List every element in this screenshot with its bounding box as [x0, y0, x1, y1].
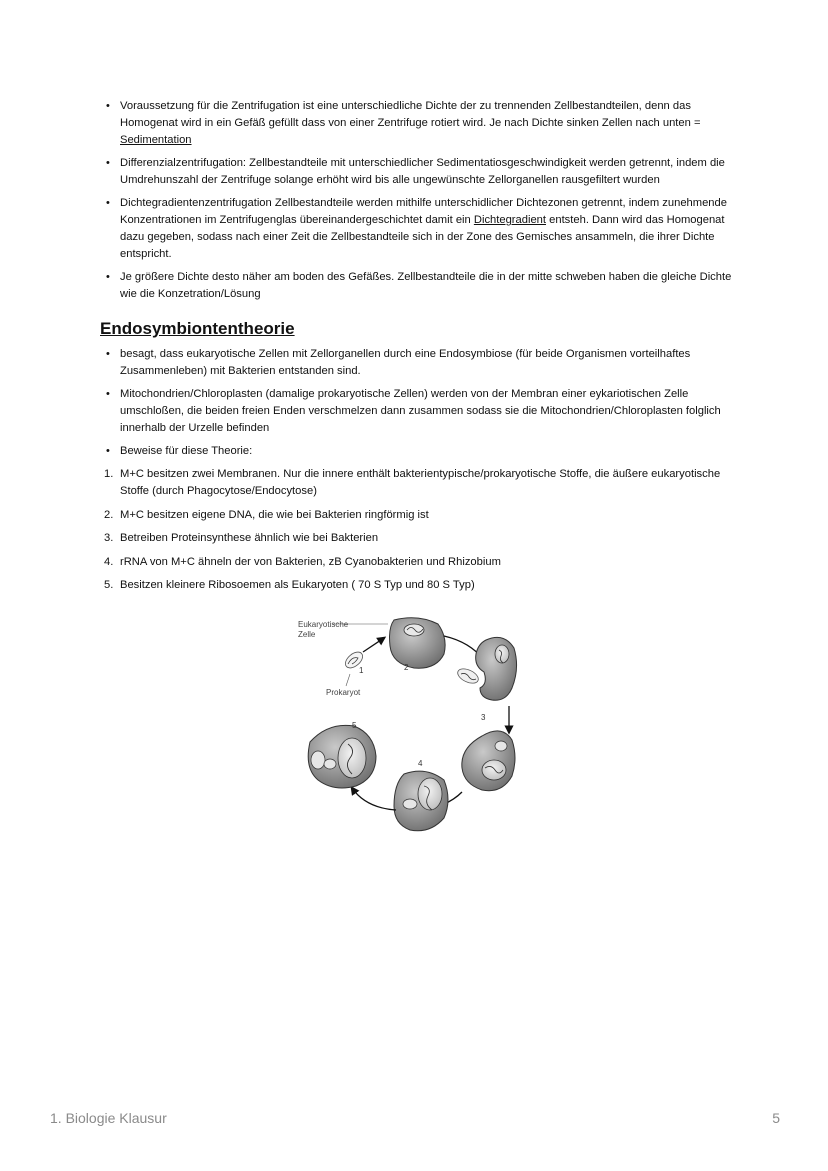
numbered-item — [100, 554, 732, 571]
endosymbiosis-diagram — [296, 614, 518, 836]
page-content — [100, 98, 732, 601]
eukaryotic-cell — [390, 618, 446, 668]
numbered-item — [100, 530, 732, 547]
item-number: 3. — [104, 532, 114, 544]
prokaryote-cell — [455, 666, 480, 686]
list-item — [100, 155, 732, 189]
list-item: • Mitochondrien/Chloroplasten (damalige prokaryotische Zellen) werden von der Membran einer eykariotischen Zelle umschloßen, die beiden freien Enden verschmelzen dann zusammen sodass sie die Mitochondrien/Chloroplasten folglich innerhalb der Urzelle befinden — [100, 386, 732, 437]
numbered-item — [100, 466, 732, 500]
step-number: 3 — [481, 713, 486, 722]
list-item — [100, 269, 732, 303]
step-number: 1 — [359, 666, 364, 675]
list-item — [100, 98, 732, 149]
item-text: Besitzen kleinere Ribosoemen als Eukaryoten ( 70 S Typ und 80 S Typ) — [120, 579, 475, 591]
step-number: 5 — [352, 721, 357, 730]
item-text: rRNA von M+C ähneln der von Bakterien, zB Cyanobakterien und Rhizobium — [120, 555, 501, 568]
numbered-item — [100, 507, 732, 524]
bullet-text: Voraussetzung für die Zentrifugation ist eine unterschiedliche Dichte der zu trennenden Zellbestandteilen, denn das Homogenat wird in ein Gefäß gefüllt dass von einer Zentrifuge rotiert wird. Je nach Dichte sinken Zellen nach unten = — [120, 100, 701, 129]
item-text: M+C besitzen eigene DNA, die wie bei Bakterien ringförmig ist — [120, 508, 429, 521]
diagram-svg — [296, 614, 518, 836]
item-number: 4. — [104, 555, 114, 568]
term-dichtegradient: Dichtegradient — [473, 214, 547, 226]
bullet-text: Je größere Dichte desto näher am boden des Gefäßes. Zellbestandteile die in der mitte schweben haben die gleiche Dichte wie die Konzetration/Lösung — [120, 271, 732, 300]
bullet-text-cont: entsteh. Dann wird das Homogenat dazu gegeben, sodass nach einer Zeit die Zellbestandteile sich in der Zone des Gemisches ansammeln, die ihrer Dichte entspricht. — [120, 214, 725, 260]
term-sedimentation: Sedimentation — [120, 134, 192, 146]
evidence-list — [100, 466, 732, 594]
engulfing-cell — [476, 637, 517, 700]
step-number: 4 — [418, 759, 423, 768]
step-number: 2 — [404, 663, 409, 672]
list-item: • Beweise für diese Theorie: — [100, 443, 732, 460]
footer-title: 1. Biologie Klausur — [50, 1110, 167, 1126]
page-number: 5 — [772, 1110, 780, 1126]
item-text: M+C besitzen zwei Membranen. Nur die innere enthält bakterientypische/prokaryotische Stoffe, die äußere eukaryotische Stoffe (durch Phagocytose/Endocytose) — [120, 468, 721, 497]
label-eukaryote: Eukaryotische — [298, 620, 349, 629]
theory-list — [100, 346, 732, 460]
symbiont-cell — [308, 725, 376, 788]
item-number: 1. — [104, 468, 114, 480]
fusing-cell — [394, 771, 448, 831]
numbered-item — [100, 577, 732, 594]
section-heading: Endosymbiontentheorie — [100, 319, 295, 338]
arrow — [363, 638, 384, 652]
bullet-text: Dichtegradientenzentrifugation Zellbestandteile werden mithilfe unterschidlicher Dichtezonen getrennt, indem zunehmende Konzentrationen im Zentrifugenglas übereinandergeschichtet damit ein — [120, 197, 727, 226]
list-item: • besagt, dass eukaryotische Zellen mit Zellorganellen durch eine Endosymbiose (für beide Organismen vorteilhaftes Zusammenleben) mit Bakterien entstanden sind. — [100, 346, 732, 380]
pointer-line — [346, 674, 350, 686]
label-prokaryote: Prokaryot — [326, 688, 361, 697]
engulfed-cell — [462, 731, 515, 791]
item-text: Betreiben Proteinsynthese ähnlich wie bei Bakterien — [120, 532, 379, 544]
item-number: 5. — [104, 579, 114, 591]
label-eukaryote-line2: Zelle — [298, 630, 316, 639]
item-number: 2. — [104, 508, 114, 521]
arrow — [352, 788, 396, 810]
bullet-text: Differenzialzentrifugation: Zellbestandteile mit unterschiedlicher Sedimentatiosgeschwindigkeit werden getrennt, indem die Umdrehunszahl der Zentrifuge solange erhöht wird bis alle ungewünschte Zellorganellen rausgefiltert wurden — [120, 157, 725, 186]
list-item — [100, 195, 732, 263]
centrifugation-list — [100, 98, 732, 303]
